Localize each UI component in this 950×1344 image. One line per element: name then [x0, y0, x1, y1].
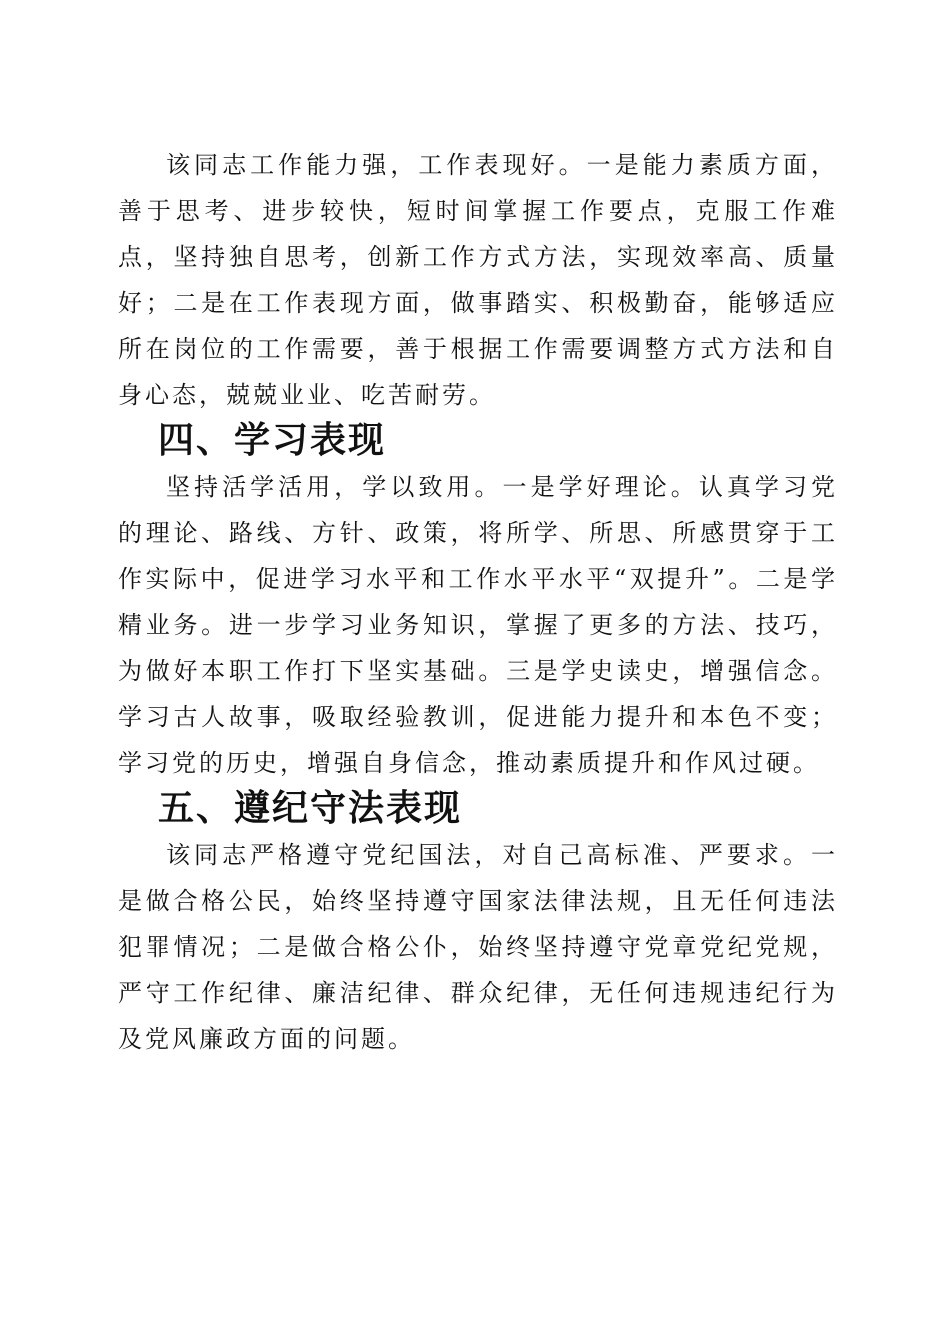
discipline-heading: 五、遵纪守法表现	[158, 788, 463, 829]
study-paragraph: 坚持活学活用，学以致用。一是学好理论。认真学习党的理论、路线、方针、政策，将所学、所思、所感贯穿于工作实际中，促进学习水平和工作水平水平“双提升”。二是学精业务。进一步学习业务知识，掌握了更多的方法、技巧，为做好本职工作打下坚实基础。三是学史读史，增强信念。学习古人故事，吸取经验教训，促进能力提升和本色不变；学习党的历史，增强自身信念，推动素质提升和作风过硬。	[118, 473, 838, 777]
performance-paragraph: 该同志工作能力强，工作表现好。一是能力素质方面，善于思考、进步较快，短时间掌握工作要点，克服工作难点，坚持独自思考，创新工作方式方法，实现效率高、质量好；二是在工作表现方面，做事踏实、积极勤奋，能够适应所在岗位的工作需要，善于根据工作需要调整方式方法和自身心态，兢兢业业、吃苦耐劳。	[118, 151, 838, 409]
document-page	[118, 142, 838, 1062]
discipline-paragraph: 该同志严格遵守党纪国法，对自己高标准、严要求。一是做合格公民，始终坚持遵守国家法律法规，且无任何违法犯罪情况；二是做合格公仆，始终坚持遵守党章党纪党规，严守工作纪律、廉洁纪律、群众纪律，无任何违规违纪行为及党风廉政方面的问题。	[118, 841, 838, 1053]
study-heading: 四、学习表现	[158, 420, 387, 461]
